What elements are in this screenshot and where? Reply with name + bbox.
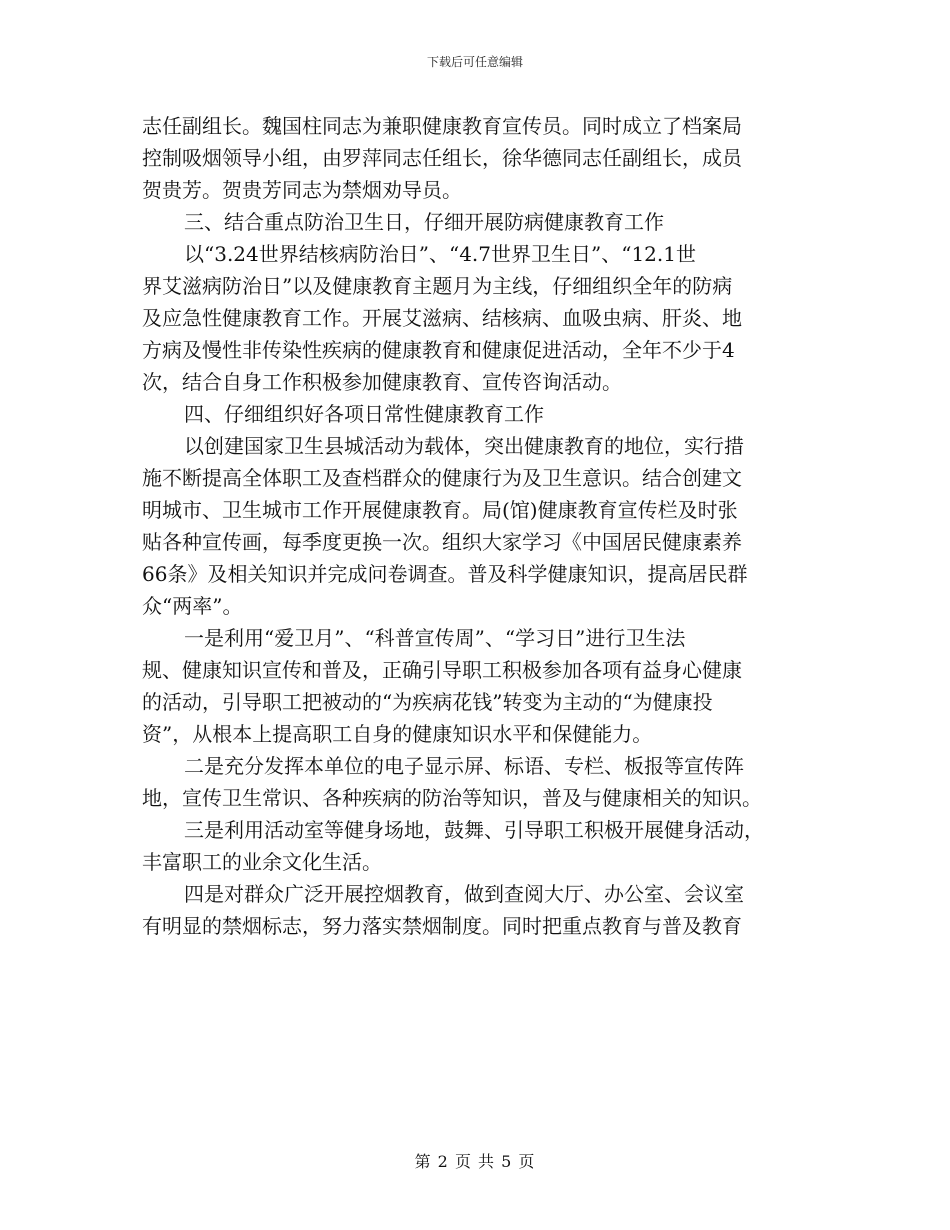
text-line: 方病及慢性非传染性疾病的健康教育和健康促进活动，全年不少于4 xyxy=(142,338,735,362)
text-line: 资”，从根本上提高职工自身的健康知识水平和保健能力。 xyxy=(142,722,653,746)
text-line: 以“3.24世界结核病防治日”、“4.7世界卫生日”、“12.1世 xyxy=(184,242,696,266)
text-line: 四、仔细组织好各项日常性健康教育工作 xyxy=(184,402,544,426)
text-line: 三是利用活动室等健身场地，鼓舞、引导职工积极开展健身活动， xyxy=(184,818,764,842)
text-line: 有明显的禁烟标志，努力落实禁烟制度。同时把重点教育与普及教育 xyxy=(142,914,742,938)
text-line: 贺贵芳。贺贵芳同志为禁烟劝导员。 xyxy=(142,178,462,202)
text-line: 二是充分发挥本单位的电子显示屏、标语、专栏、板报等宣传阵 xyxy=(184,754,744,778)
page-footer: 第 2 页 共 5 页 xyxy=(414,1152,536,1171)
text-line: 一是利用“爱卫月”、“科普宣传周”、“学习日”进行卫生法 xyxy=(184,626,686,650)
text-line: 规、健康知识宣传和普及，正确引导职工积极参加各项有益身心健康 xyxy=(142,658,742,682)
page-header: 下载后可任意编辑 xyxy=(426,55,523,69)
text-line: 66条》及相关知识并完成问卷调查。普及科学健康知识，提高居民群 xyxy=(142,562,748,586)
text-line: 志任副组长。魏国柱同志为兼职健康教育宣传员。同时成立了档案局 xyxy=(142,114,742,138)
text-line: 三、结合重点防治卫生日，仔细开展防病健康教育工作 xyxy=(184,210,664,234)
text-line: 及应急性健康教育工作。开展艾滋病、结核病、血吸虫病、肝炎、地 xyxy=(142,306,742,330)
text-line: 明城市、卫生城市工作开展健康教育。局(馆)健康教育宣传栏及时张 xyxy=(142,498,738,522)
text-line: 丰富职工的业余文化生活。 xyxy=(142,850,382,874)
text-line: 以创建国家卫生县城活动为载体，突出健康教育的地位，实行措 xyxy=(184,434,744,458)
text-line: 界艾滋病防治日”以及健康教育主题月为主线，仔细组织全年的防病 xyxy=(142,274,733,298)
text-line: 众“两率”。 xyxy=(142,594,243,618)
text-line: 的活动，引导职工把被动的“为疾病花钱”转变为主动的“为健康投 xyxy=(142,690,713,714)
text-line: 地，宣传卫生常识、各种疾病的防治等知识，普及与健康相关的知识。 xyxy=(142,786,762,810)
document-body xyxy=(142,110,808,942)
text-line: 四是对群众广泛开展控烟教育，做到查阅大厅、办公室、会议室 xyxy=(184,882,744,906)
text-line: 施不断提高全体职工及查档群众的健康行为及卫生意识。结合创建文 xyxy=(142,466,742,490)
text-line: 次，结合自身工作积极参加健康教育、宣传咨询活动。 xyxy=(142,370,622,394)
text-line: 贴各种宣传画，每季度更换一次。组织大家学习《中国居民健康素养 xyxy=(142,530,742,554)
text-line: 控制吸烟领导小组，由罗萍同志任组长，徐华德同志任副组长，成员 xyxy=(142,146,742,170)
